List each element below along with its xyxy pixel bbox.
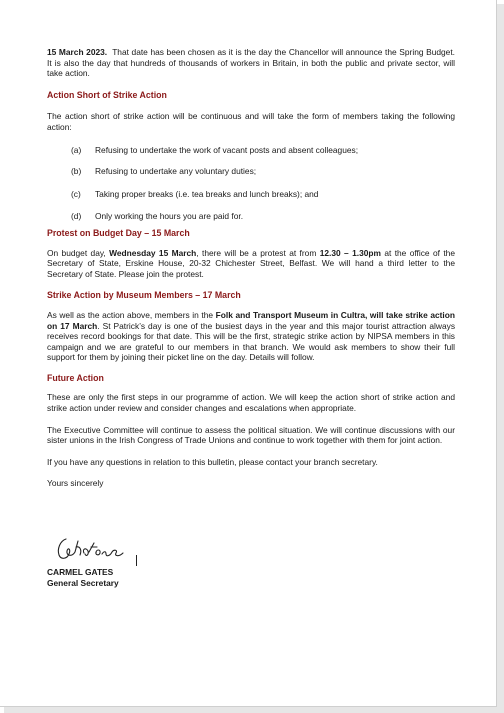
asos-paragraph: The action short of strike action will be continuous and will take the form of members taking the following action: [47,111,455,132]
list-text: Taking proper breaks (i.e. tea breaks and lunch breaks); and [95,188,319,199]
protest-paragraph [47,248,455,280]
bold-date: Wednesday 15 March [109,247,197,258]
list-item [47,189,455,200]
text-run: . St Patrick’s day is one of the busiest days in the year and this major tourist attraction always receives record bookings for that date. This will be the first, strategic strike action by NIPSA members in this campaign and we are grateful to our members in that branch. We would ask members to show their full support for them by joining their picket line on the day. Details will follow. [47,320,456,363]
intro-date: 15 March 2023. [47,47,108,57]
text-run: On budget day, [47,247,110,258]
future-paragraph-1: These are only the first steps in our programme of action. We will keep the action short of strike action and strike action under review and consider changes and escalations when appropriate. [47,392,455,414]
future-paragraph-3: If you have any questions in relation to this bulletin, please contact your branch secretary. [47,456,378,467]
page-shadow-bottom [4,707,504,713]
intro-text: That date has been chosen as it is the day the Chancellor will announce the Spring Budget. It is also the day that hundreds of thousands of workers in Britain, in both the public and private sector, will take action. [47,47,455,79]
list-text: Refusing to undertake the work of vacant posts and absent colleagues; [95,144,359,155]
list-marker: (d) [71,211,82,222]
bold-time: 12.30 – 1.30pm [319,247,381,258]
action-list [47,145,455,222]
future-heading: Future Action [47,372,104,383]
signatory-title: General Secretary [47,577,119,588]
intro-paragraph [47,47,455,79]
list-text: Only working the hours you are paid for. [95,211,244,222]
list-item [47,211,455,222]
letter-body [47,47,455,489]
list-text: Refusing to undertake any voluntary duties; [95,166,257,177]
text-cursor [136,555,137,566]
future-paragraph-2: The Executive Committee will continue to assess the political situation. We will continue discussions with our sister unions in the Irish Congress of Trade Unions and continue to work together with them for joint action. [47,424,455,446]
signatory-block [47,567,119,588]
list-marker: (a) [71,144,82,155]
list-item [47,145,455,156]
protest-heading: Protest on Budget Day – 15 March [47,227,190,238]
list-item [47,166,455,177]
page-shadow-right [497,4,504,713]
museum-paragraph [47,310,455,363]
text-run: As well as the action above, members in the [47,309,216,320]
text-run: at the office of the Secretary of State, Erskine House, 20-32 Chichester Street, Belfast. We will hand a third letter to the Secretary of State. Please join the protest. [47,247,455,279]
museum-heading: Strike Action by Museum Members – 17 March [47,290,241,301]
salutation: Yours sincerely [47,478,104,489]
asos-heading: Action Short of Strike Action [47,89,167,100]
list-marker: (b) [71,166,82,177]
signatory-name: CARMEL GATES [47,567,114,577]
signature-image [56,535,136,563]
list-marker: (c) [71,188,81,199]
text-run: , there will be a protest at from [196,247,320,258]
bold-location: Folk and Transport Museum in Cultra, will take strike action on 17 March [47,309,455,331]
